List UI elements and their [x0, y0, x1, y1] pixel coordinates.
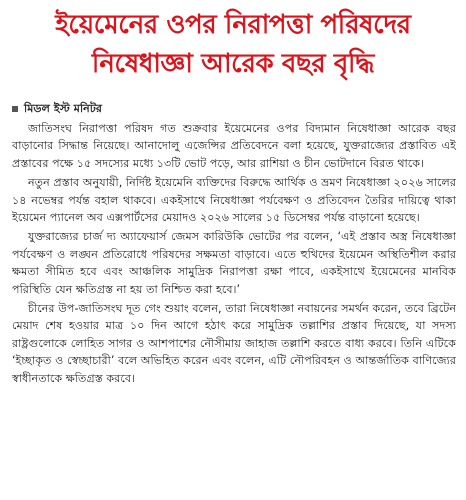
- headline: [0, 0, 466, 84]
- headline-line-1: ইয়েমেনের ওপর নিরাপত্তা পরিষদের: [55, 10, 411, 40]
- article-paragraph-4: চীনের উপ-জাতিসংঘ দূত গেং শুয়াং বলেন, তারা নিষেধাজ্ঞা নবায়নের সমর্থন করেন, তবে ব্রিটেন মেয়াদ শেষ হওয়ার মাত্র ১০ দিন আগে হঠাৎ করে সামুদ্রিক তল্লাশির প্রস্তাব দিয়েছে, যা সদস্য রাষ্ট্রগুলোকে লোহিত সাগর ও আশপাশের নৌসীমায় জাহাজ তল্লাশি করতে বাধ্য করবে। তিনি এটিকে ‘ইচ্ছাকৃত ও স্বেচ্ছাচারী’ বলে অভিহিত করেন এবং বলেন, এটি নৌপরিবহন ও আন্তর্জাতিক বাণিজ্যের স্বাধীনতাকে ক্ষতিগ্রস্ত করবে।: [12, 302, 456, 385]
- square-bullet-icon: [12, 106, 18, 112]
- byline-source: মিডল ইস্ট মনিটর: [24, 101, 103, 115]
- article-body: [12, 120, 456, 387]
- article-paragraph-3: যুক্তরাজ্যের চার্জ দ্য অ্যাফেয়ার্স জেমস কারিউকি ভোটের পর বলেন, ‘এই প্রস্তাব অস্ত্র নিষেধাজ্ঞা পর্যবেক্ষণ ও লঙ্ঘন প্রতিরোধে পরিষদের সক্ষমতা বাড়াবে। এতে হুথিদের ইয়েমেন অস্থিতিশীল করার ক্ষমতা সীমিত হবে এবং আঞ্চলিক সামুদ্রিক নিরাপত্তা রক্ষা পাবে, একইসাথে ইয়েমেনের মানবিক পরিস্থিতি যেন ক্ষতিগ্রস্ত না হয় তা নিশ্চিত করা হবে।’: [12, 230, 456, 296]
- article-paragraph-2: নতুন প্রস্তাব অনুযায়ী, নির্দিষ্ট ইয়েমেনি ব্যক্তিদের বিরুদ্ধে আর্থিক ও ভ্রমণ নিষেধাজ্ঞা ২০২৬ সালের ১৪ নভেম্বর পর্যন্ত বহাল থাকবে। একইসাথে নিষেধাজ্ঞা পর্যবেক্ষণ ও প্রতিবেদন তৈরির দায়িত্বে থাকা ইয়েমেন প্যানেল অব এক্সপার্টসের মেয়াদও ২০২৬ সালের ১৫ ডিসেম্বর পর্যন্ত বাড়ানো হয়েছে।: [12, 176, 456, 225]
- headline-line-2: নিষেধাজ্ঞা আরেক বছর বৃদ্ধি: [91, 49, 375, 79]
- article-paragraph-1: জাতিসংঘ নিরাপত্তা পরিষদ গত শুক্রবার ইয়েমেনের ওপর বিদ্যমান নিষেধাজ্ঞা আরেক বছর বাড়ানোর সিদ্ধান্ত নিয়েছে। আনাদোলু এজেন্সির প্রতিবেদনে বলা হয়েছে, যুক্তরাজ্যের প্রস্তাবিত এই প্রস্তাবের পক্ষে ১৫ সদস্যের মধ্যে ১৩টি ভোট পড়ে, আর রাশিয়া ও চীন ভোটদানে বিরত থাকে।: [12, 122, 456, 170]
- byline: [12, 102, 466, 116]
